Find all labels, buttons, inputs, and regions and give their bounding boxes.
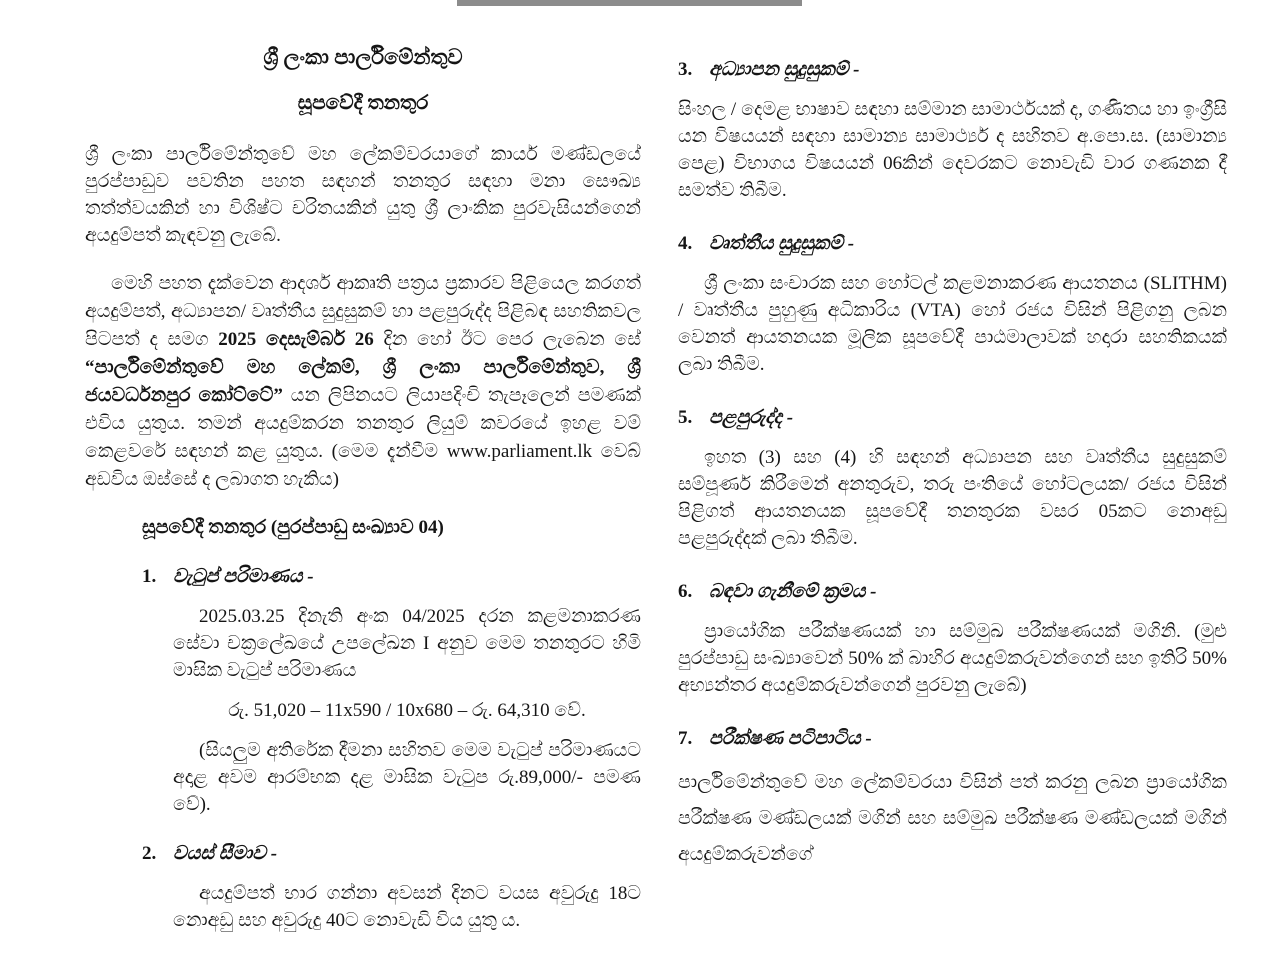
item-body [173, 880, 641, 934]
item-head [142, 840, 641, 867]
item-title: වයස් සීමාව - [173, 843, 278, 864]
item-head [678, 230, 1227, 257]
salary-scale-paragraph: 2025.03.25 දිනැති අංක 04/2025 දරන කළමනාකරණ සේවා චක්‍රලේඛයේ උපලේඛන I අනුව මෙම තනතුරට හිමි මාසික වැටුප් පරිමාණය [173, 606, 641, 681]
list-item-age-limit [85, 840, 641, 934]
examination-procedure-paragraph: පාර්ලිමේන්තුවේ මහ ලේකම්වරයා විසින් පත් කරනු ලබන ප්‍රායෝගික පරීක්ෂණ මණ්ඩලයක් මගින් සහ සම්මුඛ පරීක්ෂණ මණ්ඩලයක් මගින් අයදුම්කරුවන්ගේ [678, 772, 1227, 865]
postal-address: “පාර්ලිමේන්තුවේ මහ ලේකම්, ශ්‍රී ලංකා පාර්ලිමේන්තුව, ශ්‍රී ජයවර්ධනපුර කෝට්ටේ” [85, 357, 641, 406]
application-text-mid: දින හෝ ඊට පෙර ලැබෙන සේ [373, 329, 641, 350]
item-number: 7. [678, 728, 693, 749]
section-heading-vacancy: සූපවේදී තනතුර (පුරප්පාඩු සංඛ්‍යාව 04) [142, 517, 444, 538]
item-number: 1. [142, 566, 157, 587]
list-item-experience [678, 404, 1227, 552]
item-title: පරීක්ෂණ පටිපාටිය - [709, 728, 872, 749]
age-limit-paragraph: අයදුම්පත් භාර ගන්නා අවසන් දිනට වයස අවුරුදු 18ට නොඅඩු සහ අවුරුදු 40ට නොවැඩි විය යුතු ය. [173, 883, 641, 931]
list-item-professional-qualifications [678, 230, 1227, 378]
item-title: බඳවා ගැනීමේ ක්‍රමය - [709, 581, 877, 602]
recruitment-method-paragraph: ප්‍රායෝගික පරීක්ෂණයක් හා සම්මුඛ පරීක්ෂණයක් මගිනි. (මුළු පුරප්පාඩු සංඛ්‍යාවෙන් 50% ක් බාහිර අයදුම්කරුවන්ගෙන් සහ ඉතිරි 50% අභ්‍යන්තර අයදුම්කරුවන්ගෙන් පුරවනු ලැබේ) [678, 621, 1227, 696]
document-title: ශ්‍රී ලංකා පාර්ලිමේන්තුව [263, 45, 463, 69]
item-body [678, 270, 1227, 378]
item-body [678, 765, 1227, 873]
salary-scale-figures: රු. 51,020 – 11x590 / 10x680 – රු. 64,310 වේ. [228, 700, 586, 721]
experience-paragraph: ඉහත (3) සහ (4) හි සඳහන් අධ්‍යාපන සහ වෘත්තීය සුදුසුකම් සම්පූර්ණ කිරීමෙන් අනතුරුව, තරු පංතියේ හෝටලයක/ රජය විසින් පිළිගත් ආයතනයක සූපවේදී තනතුරක වසර 05කට නොඅඩු පළපුරුද්දක් ලබා තිබීම. [678, 447, 1227, 549]
application-instructions-paragraph [85, 270, 641, 494]
item-title: වැටුප් පරිමාණය - [173, 566, 314, 587]
item-title: අධ්‍යාපන සුදුසුකම් - [709, 59, 860, 80]
item-number: 2. [142, 843, 157, 864]
item-body [678, 96, 1227, 204]
application-text-post: යන ලිපිනයට ලියාපදිංචි තැපෑලෙන් පමණක් එවිය යුතුය. තමන් අයදුම්කරන තනතුර ලියුම් කවරයේ ඉහළ වම් කෙළවරේ සඳහන් කළ යුතුය. (මෙම දැන්වීම www.parliament.lk වෙබ් අඩවිය ඔස්සේ ද ලබාගත හැකිය) [85, 385, 641, 490]
item-head [678, 725, 1227, 752]
item-head [142, 563, 641, 590]
item-title: වෘත්තීය සුදුසුකම් - [709, 233, 855, 254]
item-head [678, 404, 1227, 431]
item-number: 5. [678, 407, 693, 428]
document-subtitle: සූපවේදී තනතුර [297, 92, 429, 114]
left-column [85, 0, 641, 934]
item-body [173, 603, 641, 818]
item-number: 6. [678, 581, 693, 602]
item-number: 4. [678, 233, 693, 254]
item-body [678, 444, 1227, 552]
professional-qualifications-paragraph: ශ්‍රී ලංකා සංචාරක සහ හෝටල් කළමනාකරණ ආයතනය (SLITHM) / වෘත්තීය පුහුණු අධිකාරිය (VTA) හෝ රජය විසින් පිළිගනු ලබන වෙනත් ආයතනයක මූලික සූපවේදී පාඨමාලාවක් හදාරා සහතිකයක් ලබා තිබීම. [678, 273, 1227, 375]
item-head [678, 56, 1227, 83]
closing-date: 2025 දෙසැම්බර් 26 [218, 329, 374, 350]
list-item-recruitment-method [678, 578, 1227, 699]
list-item-education-qualifications [678, 56, 1227, 204]
application-text-pre: මෙහි පහත දැක්වෙන ආදර්ශ ආකෘති පත්‍රය ප්‍රකාරව පිළියෙල කරගත් අයදුම්පත්, අධ්‍යාපන/ වෘත්තීය සුදුසුකම් හා පළපුරුද්ද පිළිබඳ සහතිකවල පිටපත් ද සමග [85, 273, 641, 350]
item-head [678, 578, 1227, 605]
item-body [678, 618, 1227, 699]
item-title: පළපුරුද්ද - [709, 407, 794, 428]
education-qualifications-paragraph: සිංහල / දෙමළ භාෂාව සඳහා සම්මාන සාමාර්ථයක් ද, ගණිතය හා ඉංග්‍රීසි යන විෂයයන් සඳහා සාමාන්‍ය සාමාර්ථ්‍ය ද සහිතව අ.පො.ස. (සාමාන්‍ය පෙළ) විභාගය විෂයයන් 06කින් දෙවරකට නොවැඩි වාර ගණනක දී සමත්ව තිබීම. [678, 99, 1227, 201]
intro-paragraph: ශ්‍රී ලංකා පාර්ලිමේන්තුවේ මහ ලේකම්වරයාගේ කාර්ය මණ්ඩලයේ පුරප්පාඩුව පවතින පහත සඳහන් තනතුර සඳහා මනා සෞඛ්‍ය තත්ත්වයකින් හා විශිෂ්ට චරිතයකින් යුතු ශ්‍රී ලාංකික පුරවැසියන්ගෙන් අයදුම්පත් කැඳවනු ලැබේ. [85, 144, 641, 246]
right-column [678, 0, 1227, 873]
list-item-salary-scale [85, 563, 641, 818]
list-item-examination-procedure [678, 725, 1227, 873]
salary-note-paragraph: (සියලුම අතිරේක දීමනා සහිතව මෙම වැටුප් පරිමාණයට අදාළ අවම ආරම්භක දළ මාසික වැටුප රු.89,000/- පමණ වේ). [173, 740, 641, 815]
item-number: 3. [678, 59, 693, 80]
